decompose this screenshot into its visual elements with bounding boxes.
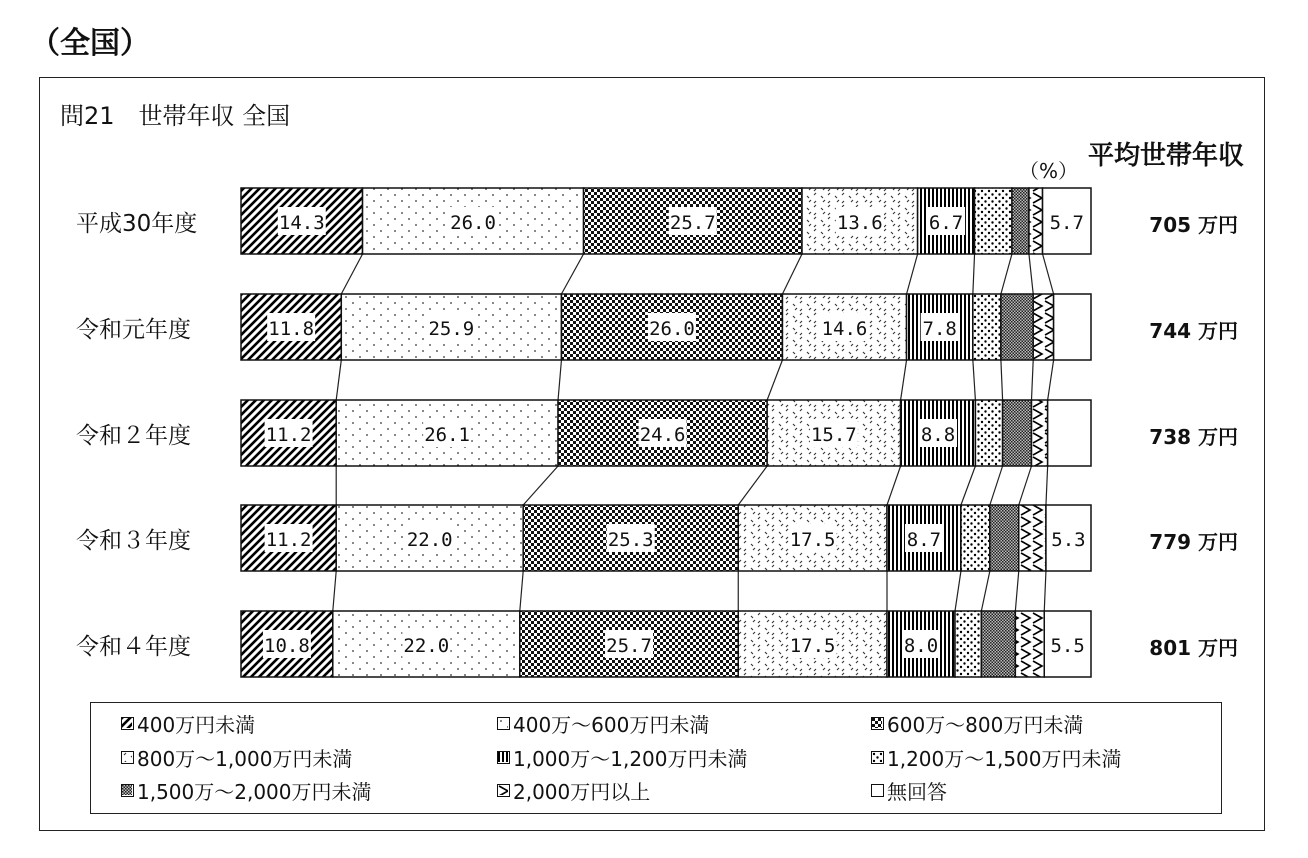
legend-label: 400万円未満 xyxy=(137,713,256,737)
row-label: 令和４年度 xyxy=(76,634,191,660)
seg-2000-plus xyxy=(1029,188,1043,254)
average-income-header: 平均世帯年収 xyxy=(1088,141,1245,171)
data-label: 11.2 xyxy=(265,424,312,446)
connector-line xyxy=(558,360,561,400)
connector-line xyxy=(520,571,523,611)
average-income-value: 705 万円 xyxy=(1149,213,1238,237)
data-label: 14.6 xyxy=(821,318,868,340)
connector-line xyxy=(907,254,918,294)
row-label: 令和３年度 xyxy=(76,528,191,554)
data-label: 26.1 xyxy=(424,424,471,446)
average-income-value: 801 万円 xyxy=(1149,636,1238,660)
connector-line xyxy=(955,571,961,611)
connector-line xyxy=(973,254,975,294)
bar-row xyxy=(241,400,1091,466)
average-income-value: 744 万円 xyxy=(1149,319,1238,343)
legend-item xyxy=(121,776,372,805)
legend-swatch-icon xyxy=(121,784,134,797)
legend-swatch-icon xyxy=(871,784,884,797)
data-label: 25.7 xyxy=(606,635,652,657)
data-label: 5.3 xyxy=(1051,529,1086,551)
bar-row xyxy=(241,188,1091,254)
seg-1500-2000 xyxy=(990,505,1019,571)
data-label: 11.8 xyxy=(268,318,315,340)
legend-label: 1,200万～1,500万円未満 xyxy=(887,747,1122,771)
average-income-value: 738 万円 xyxy=(1149,425,1238,449)
connector-line xyxy=(1046,466,1048,505)
legend-label: 800万～1,000万円未満 xyxy=(137,747,353,771)
connector-line xyxy=(561,254,583,294)
seg-1200-1500 xyxy=(961,505,990,571)
legend-swatch-icon xyxy=(871,717,884,730)
seg-1200-1500 xyxy=(955,611,981,677)
data-label: 26.0 xyxy=(450,212,496,234)
legend-label: 1,000万～1,200万円未満 xyxy=(513,747,748,771)
data-label: 11.2 xyxy=(265,529,312,551)
row-label: 令和２年度 xyxy=(76,423,191,449)
data-label: 25.3 xyxy=(607,529,654,551)
seg-no-answer xyxy=(1054,294,1091,360)
data-label: 15.7 xyxy=(810,424,857,446)
data-label: 17.5 xyxy=(789,529,836,551)
connector-line xyxy=(333,571,336,611)
legend-item xyxy=(871,709,1083,738)
legend xyxy=(90,702,1222,814)
connector-line xyxy=(961,466,975,505)
connector-line xyxy=(767,360,782,400)
data-label: 14.3 xyxy=(278,212,325,234)
legend-swatch-icon xyxy=(497,751,510,764)
connector-line xyxy=(1001,360,1003,400)
chart-title: 問21 世帯年収 全国 xyxy=(60,102,291,130)
row-label: 令和元年度 xyxy=(76,317,191,343)
data-label: 17.5 xyxy=(789,635,836,657)
legend-swatch-icon xyxy=(871,751,884,764)
legend-label: 400万～600万円未満 xyxy=(513,713,710,737)
legend-swatch-icon xyxy=(497,717,510,730)
connector-line xyxy=(523,466,558,505)
connector-line xyxy=(1032,360,1034,400)
seg-1500-2000 xyxy=(1003,400,1032,466)
seg-1200-1500 xyxy=(973,294,1001,360)
legend-label: 2,000万円以上 xyxy=(513,780,651,804)
data-label: 10.8 xyxy=(264,635,310,657)
connector-line xyxy=(887,466,901,505)
data-label: 25.7 xyxy=(669,212,716,234)
data-label: 13.6 xyxy=(836,212,883,234)
data-label: 25.9 xyxy=(428,318,475,340)
connector-line xyxy=(1043,254,1054,294)
legend-item xyxy=(497,743,748,772)
legend-swatch-icon xyxy=(121,751,134,764)
data-label: 24.6 xyxy=(639,424,686,446)
data-label: 8.7 xyxy=(906,529,942,551)
legend-label: 600万～800万円未満 xyxy=(887,713,1084,737)
connector-line xyxy=(1001,254,1012,294)
seg-1200-1500 xyxy=(975,400,1002,466)
data-label: 22.0 xyxy=(403,635,450,657)
seg-1500-2000 xyxy=(1012,188,1029,254)
legend-item xyxy=(121,709,255,738)
connector-line xyxy=(341,254,362,294)
connector-line xyxy=(782,254,802,294)
seg-2000-plus xyxy=(1015,611,1044,677)
connector-line xyxy=(973,360,976,400)
legend-item xyxy=(497,776,650,805)
seg-2000-plus xyxy=(1032,400,1048,466)
connector-line xyxy=(1029,254,1033,294)
connector-line xyxy=(1048,360,1054,400)
legend-item xyxy=(497,709,709,738)
data-label: 7.8 xyxy=(922,318,957,340)
bar-row xyxy=(241,294,1091,360)
percent-unit-label: （%） xyxy=(1019,159,1079,183)
connector-line xyxy=(1015,571,1018,611)
data-label: 5.5 xyxy=(1050,635,1085,657)
row-label: 平成30年度 xyxy=(76,211,198,237)
legend-label: 1,500万～2,000万円未満 xyxy=(137,780,372,804)
data-label: 8.0 xyxy=(903,635,939,657)
data-label: 5.7 xyxy=(1049,212,1084,234)
seg-no-answer xyxy=(1048,400,1091,466)
data-label: 22.0 xyxy=(406,529,453,551)
seg-2000-plus xyxy=(1033,294,1053,360)
average-income-value: 779 万円 xyxy=(1149,530,1238,554)
bar-row xyxy=(241,505,1091,571)
seg-2000-plus xyxy=(1019,505,1046,571)
legend-swatch-icon xyxy=(121,717,134,730)
data-label: 26.0 xyxy=(649,318,695,340)
legend-item xyxy=(871,743,1122,772)
section-title: （全国） xyxy=(30,26,150,61)
bar-row xyxy=(241,611,1091,677)
connector-line xyxy=(336,360,341,400)
connector-line xyxy=(901,360,907,400)
connector-line xyxy=(981,571,990,611)
data-label: 6.7 xyxy=(928,212,964,234)
connector-line xyxy=(990,466,1003,505)
connector-line xyxy=(738,466,767,505)
data-label: 8.8 xyxy=(920,424,956,446)
legend-item xyxy=(871,776,947,805)
seg-1500-2000 xyxy=(1001,294,1033,360)
legend-swatch-icon xyxy=(497,784,510,797)
legend-item xyxy=(121,743,352,772)
seg-1200-1500 xyxy=(975,188,1012,254)
legend-label: 無回答 xyxy=(887,780,947,804)
connector-line xyxy=(1044,571,1046,611)
seg-1500-2000 xyxy=(981,611,1015,677)
connector-line xyxy=(1019,466,1032,505)
